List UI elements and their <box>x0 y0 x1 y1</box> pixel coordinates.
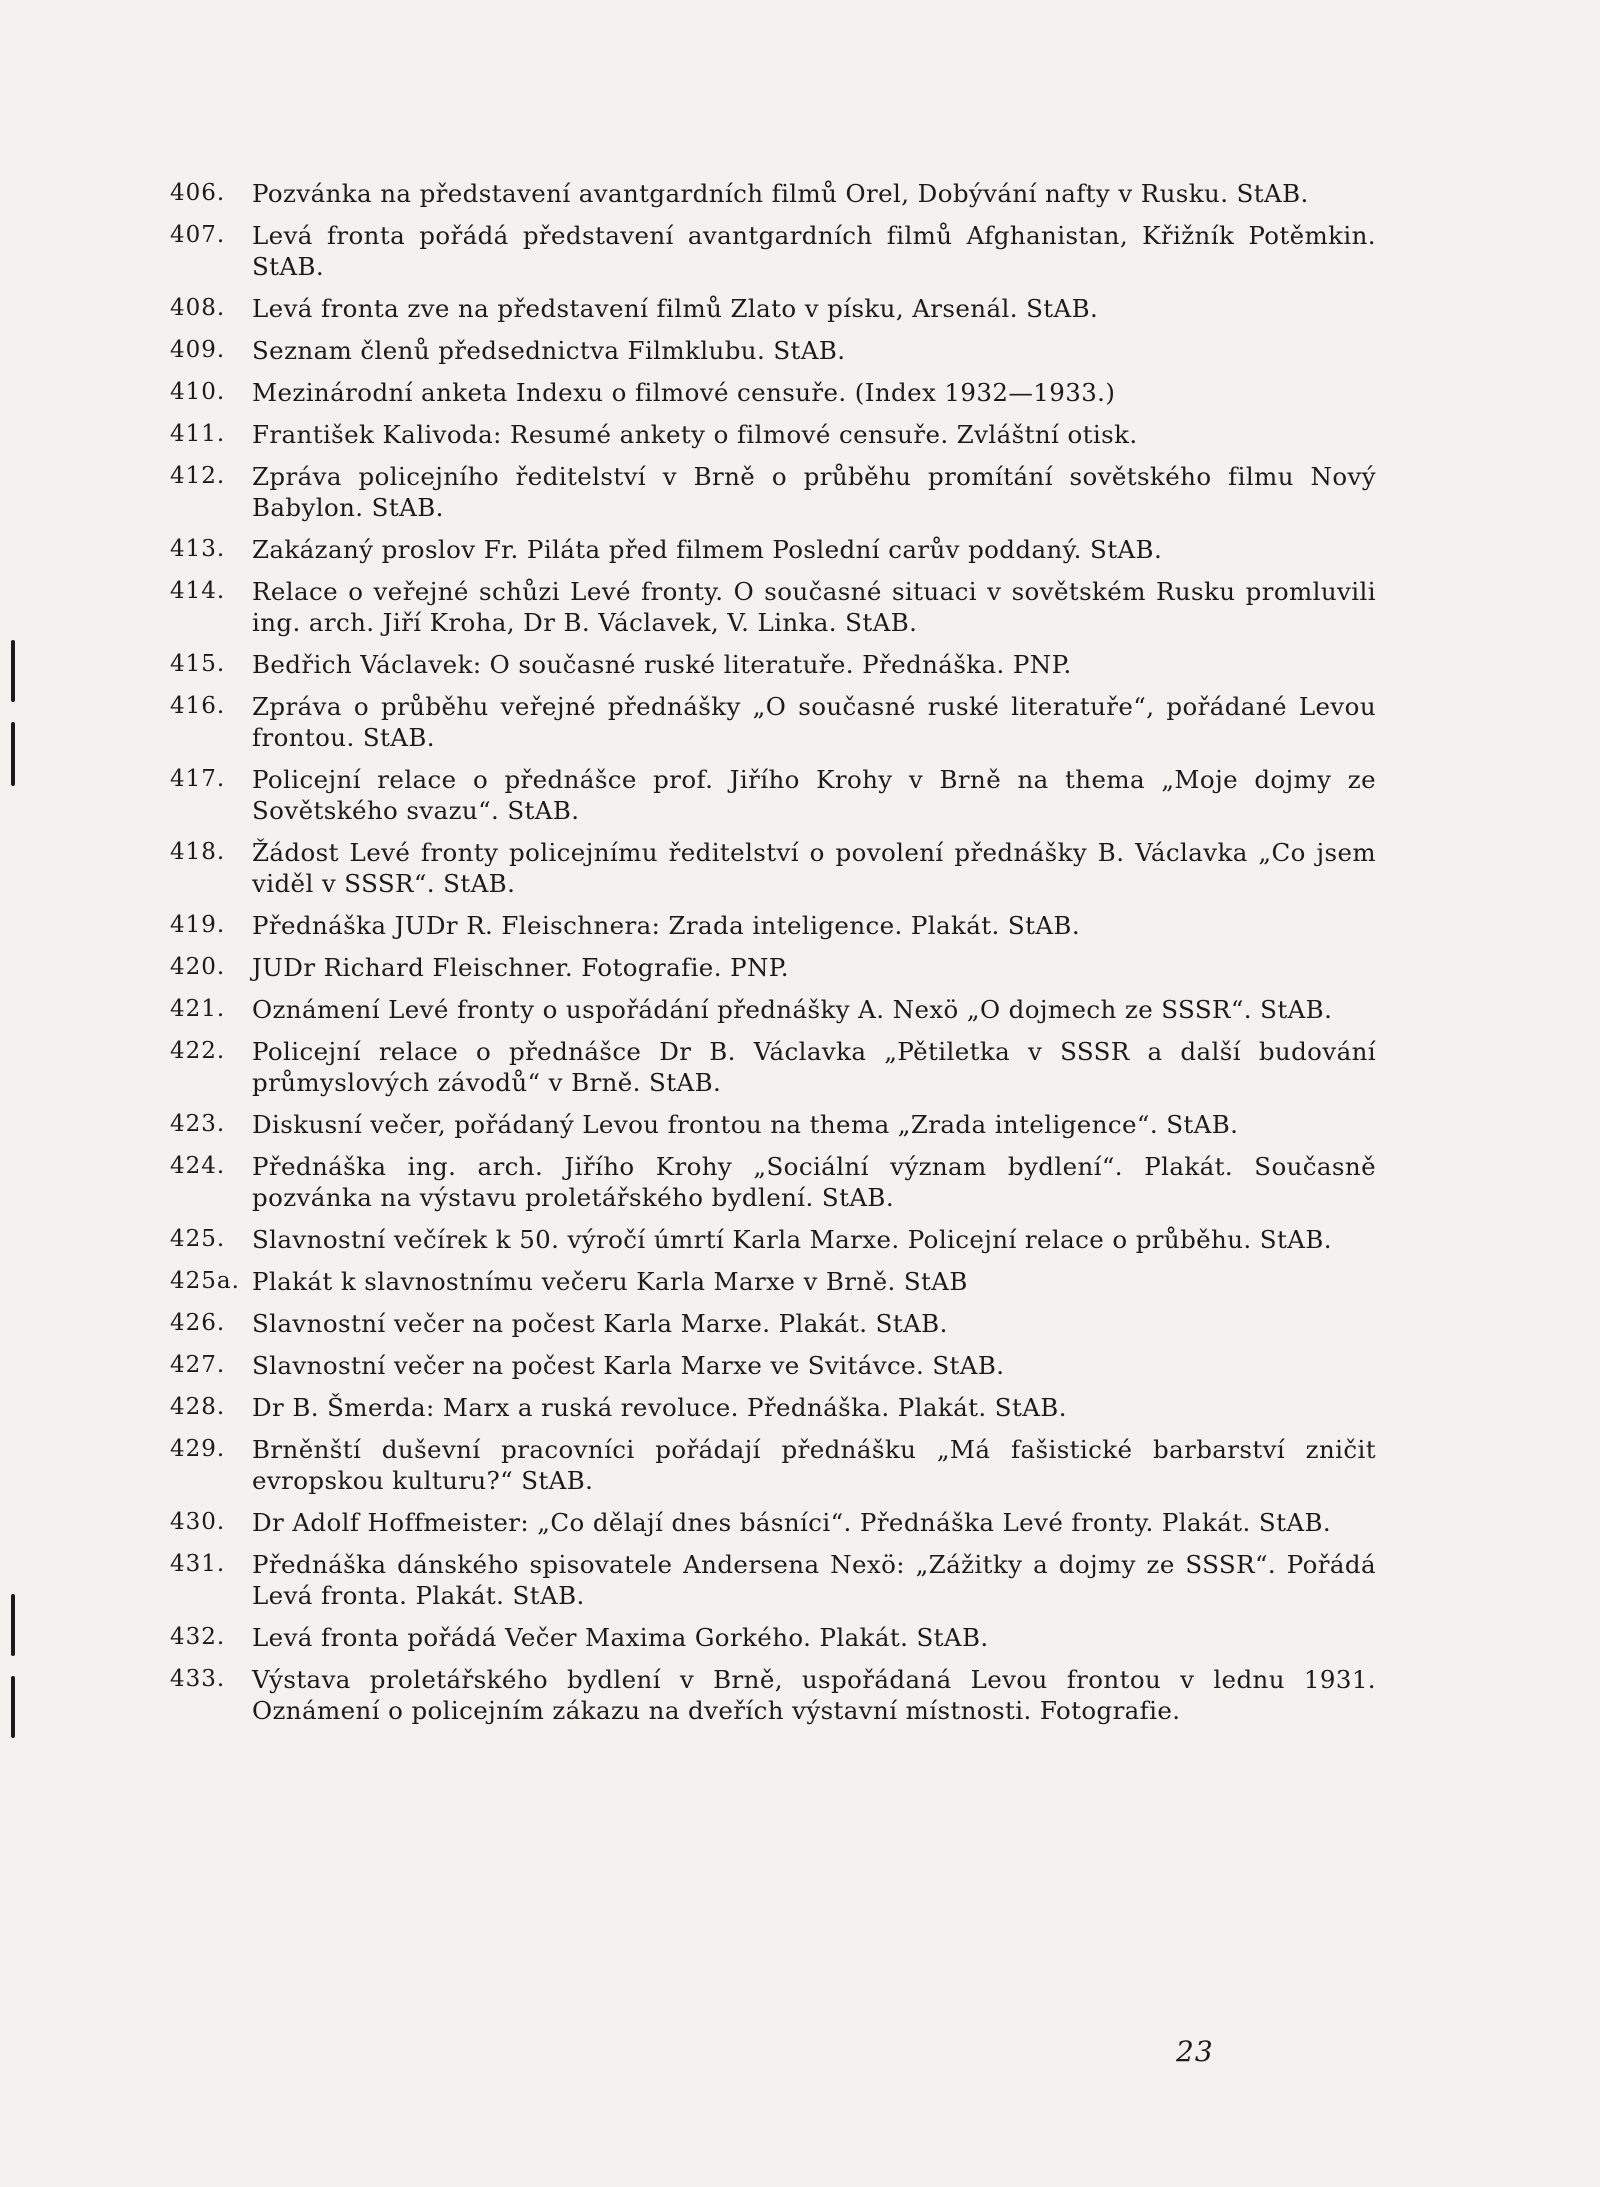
entry-number: 426. <box>170 1310 226 1336</box>
entry-number: 417. <box>170 766 226 792</box>
entry-number: 412. <box>170 463 226 489</box>
entry-text: Dr B. Šmerda: Marx a ruská revoluce. Přednáška. Plakát. StAB. <box>252 1393 1067 1422</box>
entry-text: Seznam členů předsednictva Filmklubu. StAB. <box>252 336 846 365</box>
entry-text: Přednáška JUDr R. Fleischnera: Zrada inteligence. Plakát. StAB. <box>252 911 1081 940</box>
catalogue-entry <box>170 377 1376 408</box>
entry-text: Žádost Levé fronty policejnímu ředitelství o povolení přednášky B. Václavka „Co jsem viděl v SSSR“. StAB. <box>252 838 1376 898</box>
catalogue-entry <box>170 1434 1376 1496</box>
entry-number: 433. <box>170 1666 226 1692</box>
margin-pencil-mark <box>11 640 15 702</box>
entry-text: Policejní relace o přednášce prof. Jiřího Krohy v Brně na thema „Moje dojmy ze Sovětského svazu“. StAB. <box>252 765 1376 825</box>
catalogue-entry <box>170 461 1376 523</box>
page-number: 23 <box>1176 2035 1214 2068</box>
entry-number: 407. <box>170 222 226 248</box>
entry-text: Levá fronta zve na představení filmů Zlato v písku, Arsenál. StAB. <box>252 294 1099 323</box>
entry-text: Relace o veřejné schůzi Levé fronty. O současné situaci v sovětském Rusku promluvili ing. arch. Jiří Kroha, Dr B. Václavek, V. Linka. StAB. <box>252 577 1376 637</box>
catalogue-entry <box>170 764 1376 826</box>
catalogue-entry <box>170 576 1376 638</box>
entry-number: 428. <box>170 1394 226 1420</box>
margin-pencil-mark <box>11 1594 15 1656</box>
entry-text: Zpráva o průběhu veřejné přednášky „O současné ruské literatuře“, pořádané Levou frontou. StAB. <box>252 692 1376 752</box>
entry-number: 431. <box>170 1551 226 1577</box>
margin-pencil-mark <box>11 1676 15 1738</box>
entry-number: 424. <box>170 1153 226 1179</box>
entry-text: Slavnostní večírek k 50. výročí úmrtí Karla Marxe. Policejní relace o průběhu. StAB. <box>252 1225 1332 1254</box>
entry-number: 411. <box>170 421 226 447</box>
entry-number: 419. <box>170 912 226 938</box>
catalogue-entry <box>170 1664 1376 1726</box>
entry-number: 429. <box>170 1436 226 1462</box>
catalogue-entry <box>170 837 1376 899</box>
entry-text: Přednáška ing. arch. Jiřího Krohy „Sociální význam bydlení“. Plakát. Současně pozvánka na výstavu proletářského bydlení. StAB. <box>252 1152 1376 1212</box>
entry-text: Levá fronta pořádá Večer Maxima Gorkého. Plakát. StAB. <box>252 1623 989 1652</box>
entry-text: Diskusní večer, pořádaný Levou frontou na thema „Zrada inteligence“. StAB. <box>252 1110 1239 1139</box>
catalogue-entry <box>170 1224 1376 1255</box>
entry-text: Oznámení Levé fronty o uspořádání přednášky A. Nexö „O dojmech ze SSSR“. StAB. <box>252 995 1333 1024</box>
entry-number: 423. <box>170 1111 226 1137</box>
catalogue-entry <box>170 1507 1376 1538</box>
catalogue-entry <box>170 1266 1376 1297</box>
entry-number: 416. <box>170 693 226 719</box>
entry-number: 425a. <box>170 1268 240 1294</box>
catalogue-entry <box>170 1109 1376 1140</box>
catalogue-entry <box>170 534 1376 565</box>
catalogue-entry <box>170 649 1376 680</box>
catalogue-entry <box>170 220 1376 282</box>
entry-number: 408. <box>170 295 226 321</box>
entry-number: 414. <box>170 578 226 604</box>
entry-text: Zpráva policejního ředitelství v Brně o průběhu promítání sovětského filmu Nový Babylon. StAB. <box>252 462 1376 522</box>
entry-text: Výstava proletářského bydlení v Brně, uspořádaná Levou frontou v lednu 1931. Oznámení o policejním zákazu na dveřích výstavní místnosti. Fotografie. <box>252 1665 1376 1725</box>
entry-text: Pozvánka na představení avantgardních filmů Orel, Dobývání nafty v Rusku. StAB. <box>252 179 1309 208</box>
entry-text: Policejní relace o přednášce Dr B. Václavka „Pětiletka v SSSR a další budování průmyslových závodů“ v Brně. StAB. <box>252 1037 1376 1097</box>
entry-text: Dr Adolf Hoffmeister: „Co dělají dnes básníci“. Přednáška Levé fronty. Plakát. StAB. <box>252 1508 1332 1537</box>
entry-text: Brněnští duševní pracovníci pořádají přednášku „Má fašistické barbarství zničit evropskou kulturu?“ StAB. <box>252 1435 1376 1495</box>
catalogue-entry <box>170 994 1376 1025</box>
entry-text: Levá fronta pořádá představení avantgardních filmů Afghanistan, Křižník Potěmkin. StAB. <box>252 221 1376 281</box>
entry-text: Slavnostní večer na počest Karla Marxe. Plakát. StAB. <box>252 1309 948 1338</box>
entry-text: Plakát k slavnostnímu večeru Karla Marxe v Brně. StAB <box>252 1267 968 1296</box>
entry-number: 432. <box>170 1624 226 1650</box>
catalogue-entry <box>170 910 1376 941</box>
entry-number: 418. <box>170 839 226 865</box>
entry-text: Slavnostní večer na počest Karla Marxe ve Svitávce. StAB. <box>252 1351 1005 1380</box>
entry-number: 421. <box>170 996 226 1022</box>
entry-number: 422. <box>170 1038 226 1064</box>
entry-text: František Kalivoda: Resumé ankety o filmové censuře. Zvláštní otisk. <box>252 420 1138 449</box>
entry-text: Přednáška dánského spisovatele Andersena Nexö: „Zážitky a dojmy ze SSSR“. Pořádá Levá fronta. Plakát. StAB. <box>252 1550 1376 1610</box>
entry-number: 415. <box>170 651 226 677</box>
catalogue-entry <box>170 1549 1376 1611</box>
catalogue-entry <box>170 952 1376 983</box>
catalogue-entry <box>170 691 1376 753</box>
entry-number: 425. <box>170 1226 226 1252</box>
entry-number: 410. <box>170 379 226 405</box>
catalogue-entry <box>170 1622 1376 1653</box>
entry-number: 409. <box>170 337 226 363</box>
catalogue-entry <box>170 1036 1376 1098</box>
entry-number: 406. <box>170 180 226 206</box>
catalogue-entry <box>170 178 1376 209</box>
catalogue-entry <box>170 1308 1376 1339</box>
entry-text: JUDr Richard Fleischner. Fotografie. PNP. <box>252 953 789 982</box>
catalogue-entry <box>170 335 1376 366</box>
entry-text: Mezinárodní anketa Indexu o filmové censuře. (Index 1932—1933.) <box>252 378 1116 407</box>
catalogue-entry <box>170 419 1376 450</box>
catalogue-entry <box>170 1392 1376 1423</box>
margin-pencil-mark <box>11 722 15 786</box>
entry-text: Zakázaný proslov Fr. Piláta před filmem Poslední carův poddaný. StAB. <box>252 535 1163 564</box>
catalogue-entry-list <box>170 178 1376 1737</box>
catalogue-entry <box>170 1350 1376 1381</box>
entry-number: 427. <box>170 1352 226 1378</box>
catalogue-entry <box>170 293 1376 324</box>
entry-number: 413. <box>170 536 226 562</box>
catalogue-entry <box>170 1151 1376 1213</box>
entry-number: 420. <box>170 954 226 980</box>
entry-number: 430. <box>170 1509 226 1535</box>
entry-text: Bedřich Václavek: O současné ruské literatuře. Přednáška. PNP. <box>252 650 1072 679</box>
